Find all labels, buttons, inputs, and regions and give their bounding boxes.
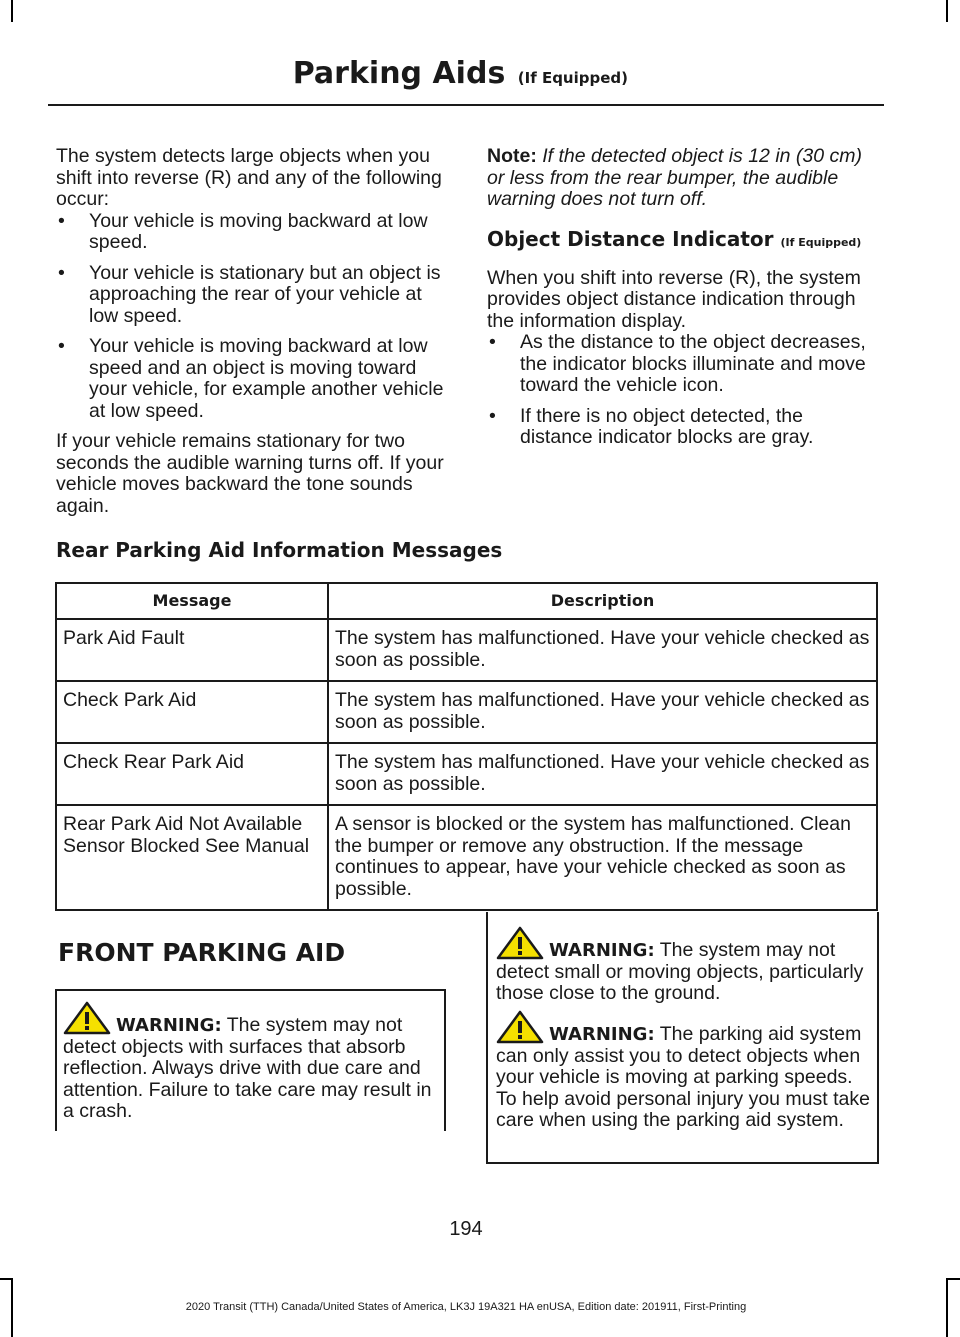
table-row: [56, 743, 877, 805]
edition-footer: 2020 Transit (TTH) Canada/United States of America, LK3J 19A321 HA enUSA, Edition date: 201911, First-Printing: [185, 1301, 747, 1313]
crop-mark-bottom-left-h: [0, 1278, 13, 1280]
warning-triangle-icon: [63, 1001, 111, 1035]
left-closing: If your vehicle remains stationary for two seconds the audible warning turns off. If your vehicle moves backward the tone sounds again.: [56, 430, 444, 517]
warning-text: The system may not detect small or moving objects, particularly those close to the ground.: [496, 939, 864, 1004]
warning-triangle-icon: [496, 926, 544, 960]
page-title: [293, 56, 628, 91]
table-row: [56, 619, 877, 681]
crop-mark-top-left: [11, 0, 13, 22]
warning-label: WARNING:: [116, 1015, 222, 1036]
list-item: • Your vehicle is stationary but an object is approaching the rear of your vehicle at low speed.: [56, 263, 448, 328]
warning-triangle-icon: [496, 1010, 544, 1044]
message-cell: Rear Park Aid Not Available Sensor Blocked See Manual: [56, 805, 328, 910]
crop-mark-bottom-right: [946, 1278, 948, 1337]
list-item: • If there is no object detected, the distance indicator blocks are gray.: [487, 406, 879, 449]
note-label: Note:: [487, 145, 537, 167]
left-bullet-list: [56, 211, 448, 423]
page-title-subtitle: (If Equipped): [517, 69, 628, 87]
list-item: • Your vehicle is moving backward at low speed and an object is moving toward your vehicle, for example another vehicle at low speed.: [56, 336, 448, 422]
front-parking-aid-heading: FRONT PARKING AID: [58, 938, 346, 967]
right-column: [487, 146, 879, 449]
left-intro: The system detects large objects when you shift into reverse (R) and any of the following occur:: [56, 145, 442, 210]
list-item: • As the distance to the object decreases, the indicator blocks illuminate and move toward the vehicle icon.: [487, 332, 879, 397]
right-bullet-list: [487, 332, 879, 449]
description-cell: The system has malfunctioned. Have your vehicle checked as soon as possible.: [328, 619, 877, 681]
page-number: 194: [449, 1218, 483, 1240]
table-header-row: [56, 583, 877, 619]
message-cell: Check Park Aid: [56, 681, 328, 743]
description-cell: The system has malfunctioned. Have your vehicle checked as soon as possible.: [328, 743, 877, 805]
warning-box-right: [486, 912, 879, 1164]
messages-heading: Rear Parking Aid Information Messages: [56, 538, 503, 562]
message-cell: Check Rear Park Aid: [56, 743, 328, 805]
warning-label: WARNING:: [549, 1024, 655, 1045]
left-column: [56, 146, 448, 517]
header-rule: [48, 104, 884, 106]
note-text: If the detected object is 12 in (30 cm) or less from the rear bumper, the audible warning does not turn off.: [487, 145, 863, 210]
object-distance-heading-sub: (If Equipped): [780, 235, 862, 249]
object-distance-intro: When you shift into reverse (R), the system provides object distance indication through the information display.: [487, 266, 861, 332]
object-distance-heading: [487, 227, 879, 251]
table-row: [56, 805, 877, 910]
object-distance-heading-text: Object Distance Indicator: [487, 226, 774, 251]
page-title-text: Parking Aids: [292, 56, 506, 91]
note-paragraph: [487, 146, 879, 211]
warning-box-left: [55, 989, 446, 1131]
warning-text: The system may not detect objects with surfaces that absorb reflection. Always drive with due care and attention. Failure to take care may result in a crash.: [63, 1014, 432, 1122]
warning-text: The parking aid system can only assist you to detect objects when your vehicle is moving at parking speeds. To help avoid personal injury you must take care when using the parking aid system.: [496, 1023, 870, 1131]
table-row: [56, 681, 877, 743]
crop-mark-top-right: [946, 0, 948, 22]
column-header-message: Message: [56, 583, 328, 619]
description-cell: A sensor is blocked or the system has malfunctioned. Clean the bumper or remove any obstruction. If the message continues to appear, have your vehicle checked as soon as possible.: [328, 805, 877, 910]
crop-mark-bottom-right-h: [946, 1278, 960, 1280]
warning-paragraph: [63, 1001, 441, 1123]
warning-label: WARNING:: [549, 940, 655, 961]
column-header-description: Description: [328, 583, 877, 619]
description-cell: The system has malfunctioned. Have your vehicle checked as soon as possible.: [328, 681, 877, 743]
messages-table: [55, 582, 878, 911]
warning-paragraph: [496, 1010, 874, 1132]
message-cell: Park Aid Fault: [56, 619, 328, 681]
warning-paragraph: [496, 926, 872, 1005]
list-item: • Your vehicle is moving backward at low speed.: [56, 211, 448, 254]
